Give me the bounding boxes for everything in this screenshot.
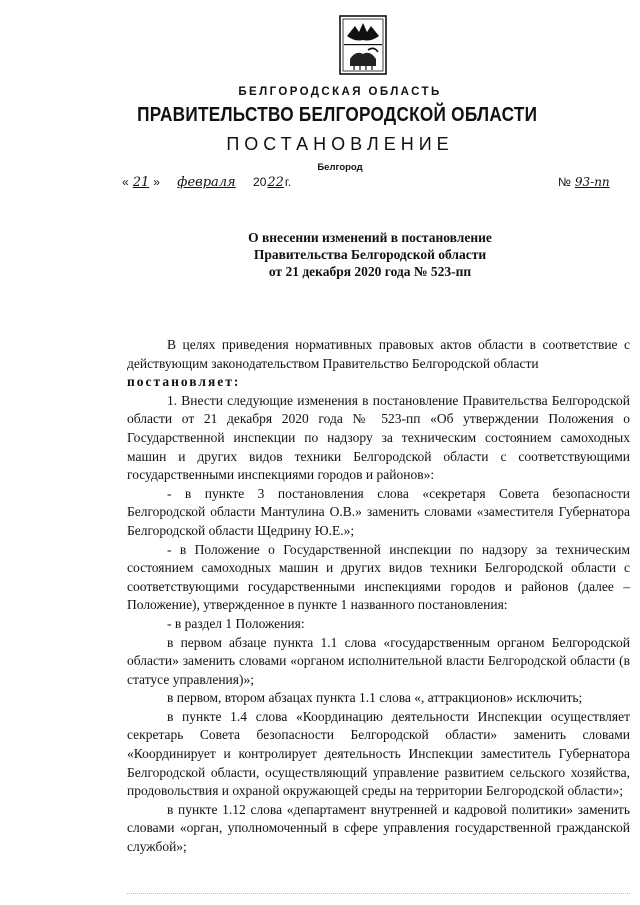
title-line-1: О внесении изменений в постановление xyxy=(248,230,492,245)
document-title xyxy=(200,229,540,280)
title-line-2: Правительства Белгородской области xyxy=(253,247,487,262)
coat-of-arms-emblem xyxy=(338,14,388,76)
date-month: февраля xyxy=(177,175,236,190)
paragraph-clause-1-1-first: в первом абзаце пункта 1.1 слова «государственным органом Белгородской области» заменить словами «органом исполнительной власти Белгородской области (в статусе управления)»; xyxy=(127,634,630,687)
paragraph-regulation-changes: - в Положение о Государственной инспекции по надзору за техническим состоянием самоходных машин и других видов техники Белгородской области с соответствующими государственными инспекциями городов и районов (далее – Положение), утвержденное в пункте 1 названного постановления: xyxy=(127,541,630,613)
city-name: Белгород xyxy=(317,162,363,173)
title-line-3: от 21 декабря 2020 года № 523-пп xyxy=(268,264,472,279)
government-name: ПРАВИТЕЛЬСТВО БЕЛГОРОДСКОЙ ОБЛАСТИ xyxy=(137,104,538,126)
document-body xyxy=(127,336,630,857)
date-year-suffix: 22 xyxy=(267,175,284,190)
date-year-abbr: г. xyxy=(284,175,292,189)
number-prefix: № xyxy=(558,175,571,189)
page-bottom-edge xyxy=(127,893,630,896)
document-type: ПОСТАНОВЛЕНИЕ xyxy=(226,134,454,154)
paragraph-section-1: - в раздел 1 Положения: xyxy=(167,615,305,631)
date-close-quote: » xyxy=(153,175,160,189)
paragraph-item-1: 1. Внести следующие изменения в постановление Правительства Белгородской области от 21 декабря 2020 года № 523-пп «Об утверждении Положения о Государственной инспекции по надзору за техническим состоянием самоходных машин и других видов техники Белгородской области с соответствующими государственными инспекциями городов и районов»: xyxy=(127,392,630,483)
paragraph-clause-1-1-second: в первом, втором абзацах пункта 1.1 слова «, аттракционов» исключить; xyxy=(167,690,583,706)
document-date xyxy=(122,175,291,190)
document-number xyxy=(558,175,610,189)
date-day: 21 xyxy=(132,175,150,190)
number-value: 93-пп xyxy=(574,175,610,189)
paragraph-item-point-3: - в пункте 3 постановления слова «секретаря Совета безопасности Белгородской области Мантулина О.В.» заменить словами «заместителя Губернатора Белгородской области Щедрину Ю.Е.»; xyxy=(127,485,630,538)
paragraph-clause-1-12: в пункте 1.12 слова «департамент внутренней и кадровой политики» заменить словами «орган, уполномоченный в сфере управления государственной гражданской службой»; xyxy=(127,801,630,855)
resolves-word: постановляет: xyxy=(127,374,241,390)
date-open-quote: « xyxy=(122,175,129,189)
paragraph-preamble: В целях приведения нормативных правовых актов области в соответствие с действующим законодательством Правительство Белгородской области xyxy=(127,337,630,371)
paragraph-clause-1-4: в пункте 1.4 слова «Координацию деятельности Инспекции осуществляет секретарь Совета безопасности Белгородской области» заменить словами «Координирует и контролирует деятельность Инспекции заместитель Губернатора Белгородской области, осуществляющий управление развитием сельского хозяйства, продовольствия и охраной окружающей среды на территории Белгородской области»; xyxy=(127,708,630,799)
region-name: БЕЛГОРОДСКАЯ ОБЛАСТЬ xyxy=(238,86,442,98)
date-year-prefix: 20 xyxy=(253,175,267,189)
